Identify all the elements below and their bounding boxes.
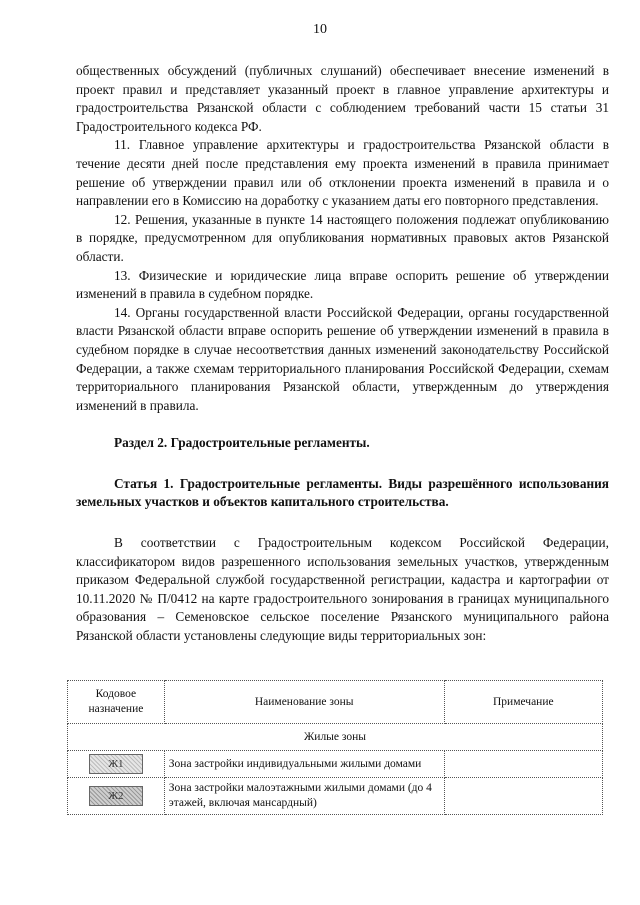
article-heading: Статья 1. Градостроительные регламенты. Виды разрешённого использования земельных участков и объектов капитального строительства. [76, 475, 609, 510]
document-body [76, 62, 609, 646]
paragraph-11: 11. Главное управление архитектуры и градостроительства Рязанской области в течение десяти дней после представления ему проекта изменений в правила принимает решение об утверждении правил или об отклонении проекта изменений в правила и о направлении его в Комиссию на доработку с указанием даты его повторного представления. [76, 137, 609, 209]
zone-name-cell: Зона застройки малоэтажными жилыми домами (до 4 этажей, включая мансардный) [164, 778, 444, 815]
header-code: Кодовое назначение [68, 681, 165, 724]
paragraph-continuation: общественных обсуждений (публичных слушаний) обеспечивает внесение изменений в проект правил и представляет указанный проект в главное управление архитектуры и градостроительства Рязанской области с соблюдением требований части 15 статьи 31 Градостроительного кодекса РФ. [76, 63, 609, 134]
header-note: Примечание [444, 681, 602, 724]
table-row [68, 778, 603, 815]
zone-code-cell [68, 778, 165, 815]
paragraph-12: 12. Решения, указанные в пункте 14 настоящего положения подлежат опубликованию в порядке, предусмотренном для опубликования нормативных правовых актов Рязанской области. [76, 211, 609, 264]
zone-name-cell: Зона застройки индивидуальными жилыми домами [164, 751, 444, 778]
group-residential: Жилые зоны [68, 724, 603, 751]
intro-paragraph: В соответствии с Градостроительным кодексом Российской Федерации, классификатором видов разрешенного использования земельных участков, утвержденным приказом Федеральной службой государственной регистрации, кадастра и картографии от 10.11.2020 № П/0412 на карте градостроительного зонирования в границах муниципального образования – Семеновское сельское поселение Рязанского муниципального района Рязанской области установлены следующие виды территориальных зон: [76, 535, 609, 644]
zone-swatch-zh1: Ж1 [89, 754, 143, 774]
table-group-row [68, 724, 603, 751]
zone-code-cell [68, 751, 165, 778]
page-number: 10 [313, 22, 327, 37]
zone-swatch-zh2: Ж2 [89, 786, 143, 806]
paragraph-14: 14. Органы государственной власти Российской Федерации, органы государственной власти Рязанской области вправе оспорить решение об утверждении изменений в правила в судебном порядке в случае несоответствия данных изменений законодательству Российской Федерации, а также схемам территориального планирования Российской Федерации, схемам территориального планирования Рязанской области, утвержденным до утверждения изменений в правила. [76, 304, 609, 413]
zones-table [67, 680, 603, 815]
paragraph-13: 13. Физические и юридические лица вправе оспорить решение об утверждении изменений в правила в судебном порядке. [76, 267, 609, 302]
zone-note-cell [444, 778, 602, 815]
zone-note-cell [444, 751, 602, 778]
section-heading: Раздел 2. Градостроительные регламенты. [114, 435, 370, 451]
table-header-row [68, 681, 603, 724]
table-row [68, 751, 603, 778]
header-name: Наименование зоны [164, 681, 444, 724]
